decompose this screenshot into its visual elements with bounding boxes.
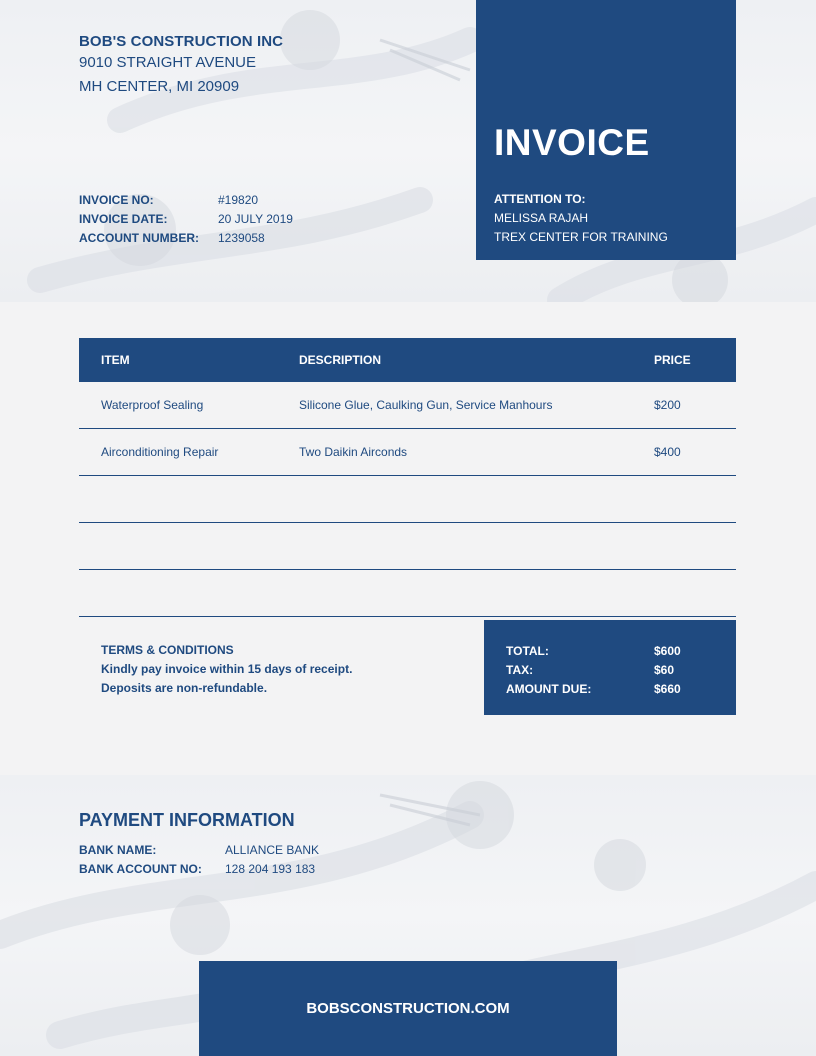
website-link[interactable]: BOBSCONSTRUCTION.COM xyxy=(306,1000,510,1017)
meta-value: #19820 xyxy=(218,192,259,207)
table-row xyxy=(79,570,736,617)
header-description: DESCRIPTION xyxy=(299,353,382,367)
invoice-meta xyxy=(79,190,293,247)
cell-price: $400 xyxy=(654,445,681,459)
items-table xyxy=(79,338,736,617)
amount-due-label: AMOUNT DUE: xyxy=(506,681,592,696)
table-row xyxy=(79,382,736,429)
payment-title: PAYMENT INFORMATION xyxy=(79,810,295,830)
meta-row-account-number xyxy=(79,228,293,247)
invoice-header-box xyxy=(476,0,736,260)
attention-block xyxy=(494,190,668,247)
total-label: TOTAL: xyxy=(506,643,549,658)
bank-account-value: 128 204 193 183 xyxy=(225,861,316,876)
terms-line: Deposits are non-refundable. xyxy=(101,681,268,695)
terms-block xyxy=(101,641,352,698)
totals-list xyxy=(506,641,681,698)
meta-label: INVOICE NO: xyxy=(79,192,154,207)
terms-line: Kindly pay invoice within 15 days of receipt. xyxy=(101,662,353,676)
payment-block xyxy=(79,810,319,878)
total-row xyxy=(506,641,681,660)
cell-item: Airconditioning Repair xyxy=(101,445,219,459)
terms-title: TERMS & CONDITIONS xyxy=(101,643,234,657)
tax-row xyxy=(506,660,681,679)
table-row xyxy=(79,476,736,523)
amount-due-row xyxy=(506,679,681,698)
totals-box xyxy=(484,620,736,715)
bank-name-row xyxy=(79,840,319,859)
company-address-line1: 9010 STRAIGHT AVENUE xyxy=(79,54,257,71)
invoice-title: INVOICE xyxy=(494,122,650,163)
bank-name-value: ALLIANCE BANK xyxy=(225,842,320,857)
meta-row-invoice-date xyxy=(79,209,293,228)
amount-due-value: $660 xyxy=(654,681,681,696)
meta-label: ACCOUNT NUMBER: xyxy=(79,230,199,245)
attention-organization: TREX CENTER FOR TRAINING xyxy=(494,230,668,244)
footer-box xyxy=(199,961,617,1056)
company-address-line2: MH CENTER, MI 20909 xyxy=(79,78,240,95)
meta-label: INVOICE DATE: xyxy=(79,211,168,226)
attention-name: MELISSA RAJAH xyxy=(494,211,589,225)
meta-row-invoice-no xyxy=(79,190,293,209)
meta-value: 20 JULY 2019 xyxy=(218,211,293,226)
bank-account-label: BANK ACCOUNT NO: xyxy=(79,861,202,876)
meta-value: 1239058 xyxy=(218,230,265,245)
company-block xyxy=(79,33,283,99)
bank-account-row xyxy=(79,859,319,878)
tax-value: $60 xyxy=(654,662,675,677)
attention-label: ATTENTION TO: xyxy=(494,192,586,206)
table-header xyxy=(79,338,736,382)
tax-label: TAX: xyxy=(506,662,534,677)
cell-description: Silicone Glue, Caulking Gun, Service Manhours xyxy=(299,398,553,412)
total-value: $600 xyxy=(654,643,681,658)
header-item: ITEM xyxy=(101,353,130,367)
company-name: BOB'S CONSTRUCTION INC xyxy=(79,33,284,50)
cell-price: $200 xyxy=(654,398,681,412)
table-row xyxy=(79,429,736,476)
cell-description: Two Daikin Airconds xyxy=(299,445,408,459)
bank-name-label: BANK NAME: xyxy=(79,842,157,857)
table-row xyxy=(79,523,736,570)
cell-item: Waterproof Sealing xyxy=(101,398,204,412)
header-price: PRICE xyxy=(654,353,691,367)
